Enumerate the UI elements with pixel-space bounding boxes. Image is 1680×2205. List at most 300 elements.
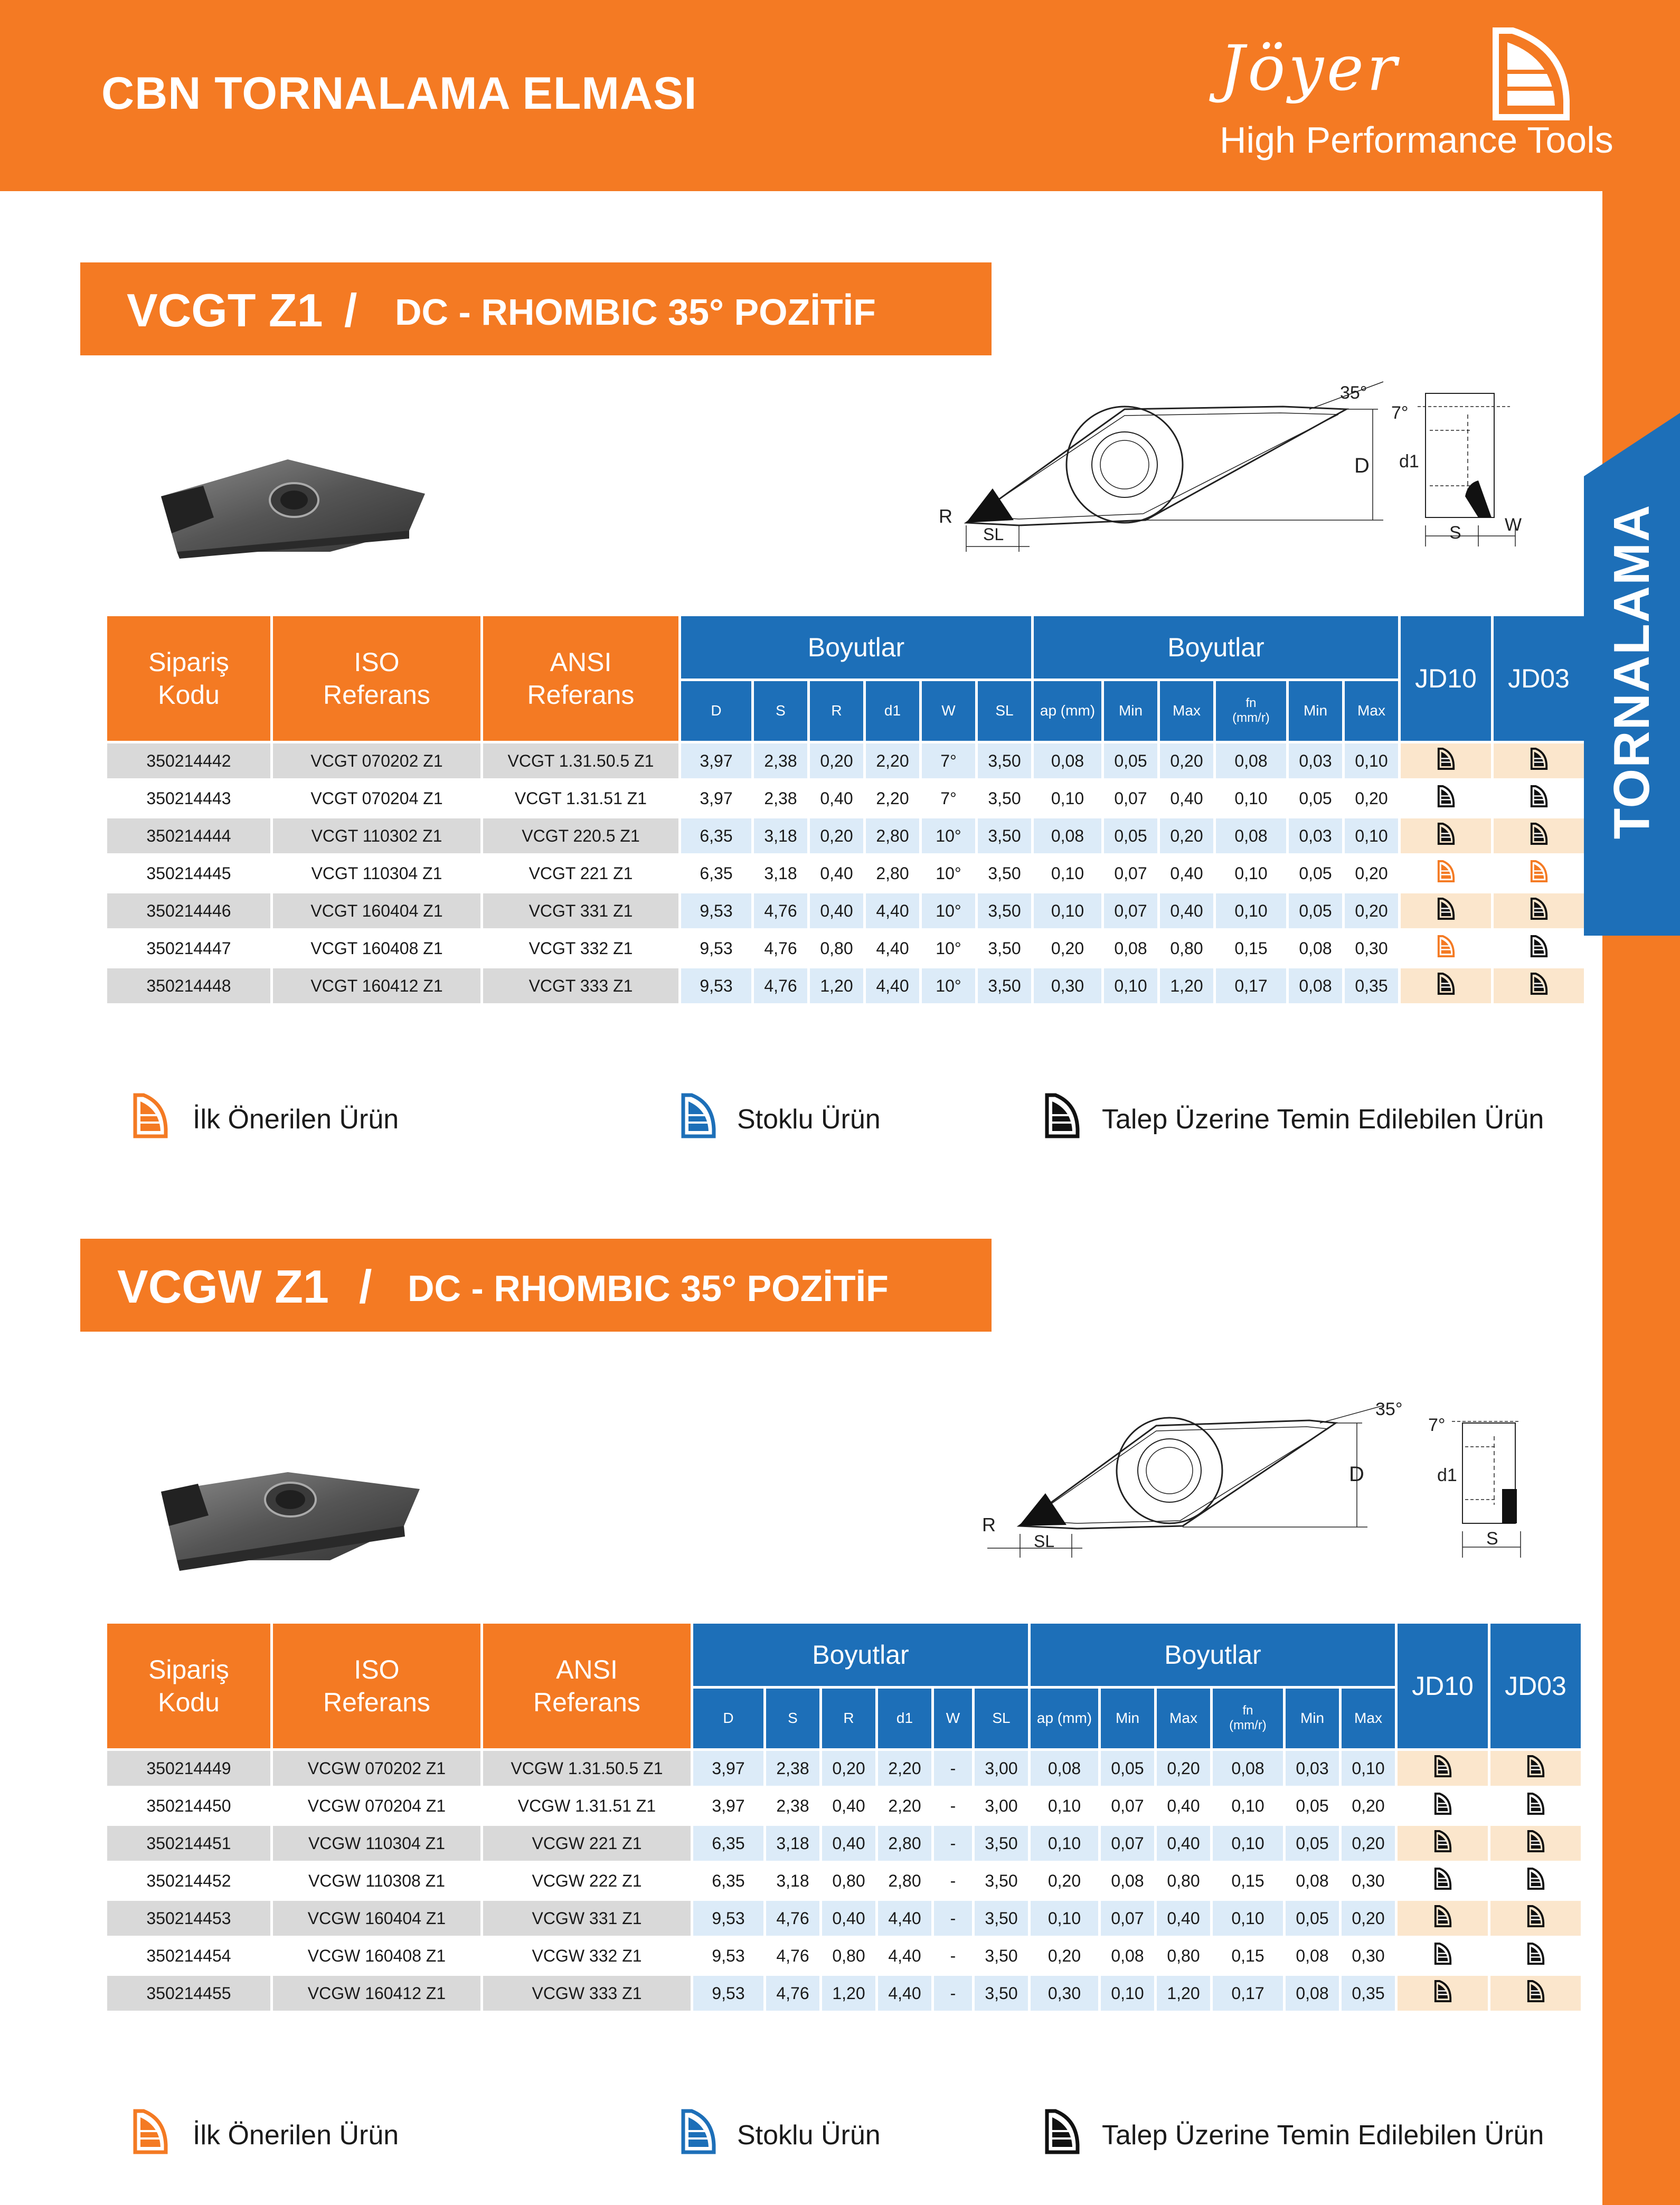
value-cell: 9,53 (693, 1901, 763, 1936)
col-d: D (681, 681, 751, 741)
value-cell: 0,07 (1111, 1796, 1144, 1815)
value-cell: 0,20 (1342, 1901, 1395, 1936)
value-cell: 0,80 (832, 1871, 865, 1890)
value-cell: 10° (936, 863, 961, 883)
legend-order (1044, 1092, 1544, 1145)
value-cell: 2,20 (876, 788, 909, 808)
section-1-d-label: D (1354, 454, 1370, 477)
section-1-w-label: W (1505, 515, 1522, 535)
value-cell: 0,10 (1034, 893, 1101, 928)
value-cell: 0,40 (822, 1826, 875, 1861)
col-fn: fn (mm/r) (1216, 681, 1286, 741)
order-code-cell: 350214448 (107, 968, 270, 1003)
value-cell: 0,35 (1345, 968, 1398, 1003)
value-cell: 1,20 (810, 968, 863, 1003)
value-cell: - (934, 1976, 972, 2011)
legend-first-label: İlk Önerilen Ürün (193, 2120, 399, 2151)
section-2-table-body (107, 1751, 1581, 2011)
value-cell: 3,97 (693, 1751, 763, 1786)
value-cell: 10° (922, 968, 975, 1003)
value-cell: 3,50 (978, 818, 1031, 853)
value-cell: 0,80 (832, 1946, 865, 1965)
value-cell: 0,10 (1213, 1826, 1283, 1861)
jd10-availability-icon (1398, 1788, 1488, 1823)
legend-order (1044, 2108, 1544, 2161)
value-cell: 0,10 (1234, 863, 1268, 883)
value-cell: 0,10 (1031, 1901, 1098, 1936)
value-cell: 0,03 (1289, 743, 1342, 778)
header-bar (0, 0, 1680, 191)
value-cell: 0,08 (1299, 938, 1332, 958)
col-iso-ref: ISO Referans (273, 1624, 480, 1748)
col-fn-max: Max (1345, 681, 1398, 741)
jd03-availability-icon (1490, 1863, 1581, 1898)
jd10-availability-icon (1398, 1938, 1488, 1973)
col-fn-min: Min (1286, 1689, 1339, 1748)
value-cell: 0,80 (1170, 938, 1203, 958)
value-cell: 3,50 (975, 1976, 1028, 2011)
value-cell: 0,30 (1352, 1871, 1385, 1890)
value-cell: 0,15 (1231, 1946, 1264, 1965)
table-row (107, 1938, 1581, 1973)
value-cell: 10° (936, 938, 961, 958)
value-cell: 3,50 (978, 893, 1031, 928)
order-code-cell: 350214449 (107, 1751, 270, 1786)
value-cell: 2,20 (888, 1796, 921, 1815)
table-row (107, 1751, 1581, 1786)
value-cell: 3,50 (988, 938, 1021, 958)
value-cell: 0,05 (1286, 1826, 1339, 1861)
legend-stock-label: Stoklu Ürün (737, 2120, 881, 2151)
col-fn: fn (mm/r) (1213, 1689, 1283, 1748)
jd03-availability-icon (1494, 856, 1584, 891)
value-cell: 9,53 (681, 893, 751, 928)
order-code-cell: 350214454 (146, 1946, 231, 1965)
table-row (107, 968, 1584, 1003)
col-jd10: JD10 (1398, 1624, 1488, 1748)
jd03-availability-icon (1494, 968, 1584, 1003)
ansi-ref-cell: VCGW 1.31.51 Z1 (517, 1796, 656, 1815)
value-cell: 3,50 (985, 1871, 1018, 1890)
value-cell: 0,40 (820, 788, 853, 808)
value-cell: - (934, 1901, 972, 1936)
jd10-availability-icon (1398, 1751, 1488, 1786)
value-cell: 4,76 (754, 893, 807, 928)
value-cell: - (934, 1751, 972, 1786)
value-cell: 0,40 (1160, 893, 1213, 928)
table-row (107, 1863, 1581, 1898)
section-1-spec-table (105, 614, 1587, 1006)
ansi-ref-cell: VCGW 221 Z1 (483, 1826, 691, 1861)
value-cell: 4,40 (876, 938, 909, 958)
value-cell: 10° (922, 818, 975, 853)
value-cell: 9,53 (700, 938, 733, 958)
value-cell: 0,80 (1167, 1946, 1200, 1965)
jd03-availability-icon (1490, 1938, 1581, 1973)
jd03-availability-icon (1490, 1751, 1581, 1786)
value-cell: 0,15 (1231, 1871, 1264, 1890)
value-cell: 0,08 (1286, 1976, 1339, 2011)
legend-stock (680, 1092, 881, 1145)
order-code-cell: 350214451 (107, 1826, 270, 1861)
value-cell: 0,10 (1031, 1826, 1098, 1861)
col-ansi-ref: ANSI Referans (483, 1624, 691, 1748)
value-cell: 0,10 (1213, 1901, 1283, 1936)
value-cell: 0,07 (1114, 863, 1147, 883)
page-title: CBN TORNALAMA ELMASI (101, 68, 697, 119)
value-cell: 0,03 (1289, 818, 1342, 853)
value-cell: 0,10 (1345, 743, 1398, 778)
value-cell: 0,10 (1342, 1751, 1395, 1786)
value-cell: 4,76 (766, 1901, 819, 1936)
col-sl: SL (975, 1689, 1028, 1748)
order-code-cell: 350214446 (107, 893, 270, 928)
value-cell: 0,10 (1101, 1976, 1154, 2011)
col-fn-max: Max (1342, 1689, 1395, 1748)
value-cell: 0,40 (1170, 788, 1203, 808)
col-group-cutting: Boyutlar (1034, 616, 1398, 679)
value-cell: 0,10 (1051, 863, 1084, 883)
value-cell: 6,35 (681, 818, 751, 853)
col-group-dimensions: Boyutlar (693, 1624, 1028, 1686)
legend-first-icon (132, 2108, 169, 2155)
jd03-availability-icon (1490, 1788, 1581, 1823)
jd03-availability-icon (1490, 1976, 1581, 2011)
section-2-d1-label: d1 (1437, 1465, 1457, 1485)
jd10-availability-icon (1401, 893, 1491, 928)
value-cell: 0,08 (1216, 818, 1286, 853)
value-cell: 4,40 (878, 1976, 931, 2011)
value-cell: 4,76 (764, 938, 797, 958)
table-row (107, 856, 1584, 891)
section-2-title-band (80, 1239, 992, 1332)
iso-ref-cell: VCGT 070204 Z1 (310, 788, 443, 808)
value-cell: 0,05 (1299, 788, 1332, 808)
table-row (107, 781, 1584, 816)
col-sl: SL (978, 681, 1031, 741)
value-cell: 0,35 (1342, 1976, 1395, 2011)
iso-ref-cell: VCGW 110304 Z1 (273, 1826, 480, 1861)
legend-stock-icon (680, 1092, 717, 1139)
jd10-availability-icon (1401, 856, 1491, 891)
value-cell: 7° (922, 743, 975, 778)
table-row (107, 1788, 1581, 1823)
side-tab-label: TORNALAMA (1603, 504, 1660, 840)
value-cell: 3,97 (700, 788, 733, 808)
value-cell: 0,08 (1034, 818, 1101, 853)
value-cell: 0,08 (1213, 1751, 1283, 1786)
section-2-dimension-drawing (982, 1399, 1531, 1568)
value-cell: 0,10 (1345, 818, 1398, 853)
value-cell: 0,03 (1286, 1751, 1339, 1786)
value-cell: 2,80 (876, 863, 909, 883)
jd10-availability-icon (1401, 931, 1491, 966)
col-d: D (693, 1689, 763, 1748)
value-cell: 4,76 (754, 968, 807, 1003)
col-r: R (810, 681, 863, 741)
order-code-cell: 350214447 (146, 938, 231, 958)
value-cell: 0,20 (1160, 818, 1213, 853)
value-cell: 6,35 (712, 1871, 745, 1890)
iso-ref-cell: VCGW 160412 Z1 (273, 1976, 480, 2011)
value-cell: 2,80 (888, 1871, 921, 1890)
section-1-dimension-drawing (935, 378, 1531, 552)
value-cell: 0,20 (1355, 788, 1388, 808)
col-s: S (754, 681, 807, 741)
iso-ref-cell: VCGT 160408 Z1 (310, 938, 443, 958)
col-group-cutting: Boyutlar (1031, 1624, 1395, 1686)
value-cell: 0,20 (1355, 863, 1388, 883)
section-2-r-label: R (982, 1514, 996, 1535)
value-cell: 3,50 (975, 1826, 1028, 1861)
value-cell: 3,18 (764, 863, 797, 883)
value-cell: 9,53 (681, 968, 751, 1003)
brand-logo-icon (1492, 26, 1571, 121)
jd10-availability-icon (1398, 1863, 1488, 1898)
col-ansi-ref: ANSI Referans (483, 616, 678, 741)
jd10-availability-icon (1398, 1826, 1488, 1861)
iso-ref-cell: VCGT 110304 Z1 (311, 863, 442, 883)
brand-tagline: High Performance Tools (1220, 119, 1613, 161)
jd03-availability-icon (1494, 818, 1584, 853)
value-cell: 0,05 (1104, 743, 1157, 778)
ansi-ref-cell: VCGT 221 Z1 (528, 863, 633, 883)
value-cell: 0,05 (1296, 1796, 1329, 1815)
value-cell: - (950, 1946, 956, 1965)
value-cell: 3,50 (978, 968, 1031, 1003)
jd10-availability-icon (1401, 781, 1491, 816)
col-ap-min: Min (1101, 1689, 1154, 1748)
value-cell: 2,20 (878, 1751, 931, 1786)
order-code-cell: 350214450 (146, 1796, 231, 1815)
ansi-ref-cell: VCGT 331 Z1 (483, 893, 678, 928)
value-cell: 1,20 (1160, 968, 1213, 1003)
col-s: S (766, 1689, 819, 1748)
jd03-availability-icon (1494, 781, 1584, 816)
value-cell: - (950, 1796, 956, 1815)
col-w: W (922, 681, 975, 741)
value-cell: 9,53 (693, 1976, 763, 2011)
col-r: R (822, 1689, 875, 1748)
value-cell: 0,30 (1031, 1976, 1098, 2011)
iso-ref-cell: VCGT 070202 Z1 (273, 743, 480, 778)
value-cell: 2,80 (878, 1826, 931, 1861)
ansi-ref-cell: VCGT 1.31.50.5 Z1 (483, 743, 678, 778)
value-cell: 3,50 (988, 788, 1021, 808)
value-cell: 0,05 (1104, 818, 1157, 853)
col-iso-ref: ISO Referans (273, 616, 480, 741)
table-row (107, 931, 1584, 966)
value-cell: 2,80 (866, 818, 919, 853)
value-cell: 0,07 (1104, 893, 1157, 928)
legend-stock (680, 2108, 881, 2161)
value-cell: 0,30 (1355, 938, 1388, 958)
value-cell: 0,08 (1296, 1946, 1329, 1965)
value-cell: 0,08 (1031, 1751, 1098, 1786)
value-cell: 3,18 (766, 1826, 819, 1861)
value-cell: 4,76 (766, 1976, 819, 2011)
value-cell: 0,07 (1101, 1901, 1154, 1936)
jd03-availability-icon (1494, 893, 1584, 928)
table-row (107, 1901, 1581, 1936)
value-cell: 0,40 (820, 863, 853, 883)
section-2-slash: / (359, 1260, 372, 1313)
legend-order-label: Talep Üzerine Temin Edilebilen Ürün (1102, 2120, 1544, 2151)
value-cell: 0,80 (1167, 1871, 1200, 1890)
jd10-availability-icon (1398, 1976, 1488, 2011)
value-cell: 0,40 (1157, 1826, 1210, 1861)
legend-first (132, 2108, 399, 2161)
section-2-desc: DC - RHOMBIC 35° POZİTİF (408, 1268, 889, 1309)
value-cell: 10° (922, 893, 975, 928)
value-cell: - (950, 1871, 956, 1890)
value-cell: 1,20 (822, 1976, 875, 2011)
value-cell: 0,08 (1034, 743, 1101, 778)
value-cell: 4,40 (888, 1946, 921, 1965)
value-cell: 6,35 (700, 863, 733, 883)
col-ap-min: Min (1104, 681, 1157, 741)
value-cell: 3,50 (978, 743, 1031, 778)
section-1-title-band (80, 262, 992, 355)
iso-ref-cell: VCGW 110308 Z1 (308, 1871, 446, 1890)
value-cell: 2,38 (764, 788, 797, 808)
section-1-r-label: R (939, 505, 952, 527)
jd10-availability-icon (1401, 818, 1491, 853)
value-cell: 4,76 (776, 1946, 809, 1965)
jd03-availability-icon (1490, 1901, 1581, 1936)
ansi-ref-cell: VCGT 332 Z1 (528, 938, 633, 958)
iso-ref-cell: VCGW 070204 Z1 (307, 1796, 446, 1815)
ansi-ref-cell: VCGW 333 Z1 (483, 1976, 691, 2011)
section-2-sl-label: SL (1034, 1532, 1055, 1551)
section-2-d-label: D (1349, 1463, 1364, 1486)
value-cell: 4,40 (878, 1901, 931, 1936)
order-code-cell: 350214452 (146, 1871, 231, 1890)
value-cell: 0,20 (1352, 1796, 1385, 1815)
value-cell: 0,20 (1047, 1871, 1081, 1890)
col-order-code: Sipariş Kodu (107, 1624, 270, 1748)
brand-name: Jöyer (1220, 32, 1400, 105)
value-cell: 0,17 (1213, 1976, 1283, 2011)
ansi-ref-cell: VCGT 1.31.51 Z1 (514, 788, 647, 808)
col-ap-max: Max (1157, 1689, 1210, 1748)
section-1-slash: / (344, 284, 357, 336)
value-cell: 4,40 (866, 893, 919, 928)
value-cell: 0,15 (1234, 938, 1268, 958)
ansi-ref-cell: VCGT 333 Z1 (483, 968, 678, 1003)
value-cell: 0,30 (1034, 968, 1101, 1003)
col-group-dimensions: Boyutlar (681, 616, 1031, 679)
section-1-table-body (107, 743, 1584, 1003)
col-w: W (934, 1689, 972, 1748)
iso-ref-cell: VCGT 110302 Z1 (273, 818, 480, 853)
value-cell: 0,10 (1047, 1796, 1081, 1815)
section-1-rel-label: 7° (1391, 403, 1409, 423)
value-cell: 0,08 (1296, 1871, 1329, 1890)
value-cell: 0,40 (832, 1796, 865, 1815)
section-2-s-label: S (1486, 1529, 1498, 1549)
value-cell: 6,35 (693, 1826, 763, 1861)
value-cell: 3,18 (754, 818, 807, 853)
jd03-availability-icon (1494, 743, 1584, 778)
ansi-ref-cell: VCGW 1.31.50.5 Z1 (483, 1751, 691, 1786)
value-cell: 0,07 (1114, 788, 1147, 808)
table-row (107, 1826, 1581, 1861)
iso-ref-cell: VCGT 160404 Z1 (273, 893, 480, 928)
section-1-d1-label: d1 (1399, 451, 1419, 472)
section-1-s-label: S (1449, 523, 1461, 543)
value-cell: 0,20 (810, 818, 863, 853)
value-cell: 3,50 (985, 1946, 1018, 1965)
value-cell: 9,53 (712, 1946, 745, 1965)
table-row (107, 818, 1584, 853)
value-cell: 0,10 (1104, 968, 1157, 1003)
col-jd03: JD03 (1490, 1624, 1581, 1748)
value-cell: 0,20 (1157, 1751, 1210, 1786)
table-row (107, 743, 1584, 778)
iso-ref-cell: VCGW 160404 Z1 (273, 1901, 480, 1936)
value-cell: 0,40 (1157, 1901, 1210, 1936)
value-cell: 0,08 (1111, 1946, 1144, 1965)
value-cell: 3,00 (985, 1796, 1018, 1815)
section-2-rel-label: 7° (1428, 1415, 1446, 1435)
iso-ref-cell: VCGT 160412 Z1 (273, 968, 480, 1003)
legend-stock-label: Stoklu Ürün (737, 1104, 881, 1135)
order-code-cell: 350214444 (107, 818, 270, 853)
value-cell: 4,40 (866, 968, 919, 1003)
value-cell: 0,20 (1160, 743, 1213, 778)
col-order-code: Sipariş Kodu (107, 616, 270, 741)
value-cell: 0,08 (1111, 1871, 1144, 1890)
ansi-ref-cell: VCGW 332 Z1 (532, 1946, 642, 1965)
col-ap: ap (mm) (1034, 681, 1101, 741)
value-cell: 3,50 (988, 863, 1021, 883)
table-row (107, 1976, 1581, 2011)
value-cell: 0,30 (1352, 1946, 1385, 1965)
iso-ref-cell: VCGW 070202 Z1 (273, 1751, 480, 1786)
legend-order-icon (1044, 2108, 1081, 2155)
order-code-cell: 350214455 (107, 1976, 270, 2011)
value-cell: 0,20 (1051, 938, 1084, 958)
ansi-ref-cell: VCGW 222 Z1 (532, 1871, 642, 1890)
iso-ref-cell: VCGW 160408 Z1 (307, 1946, 446, 1965)
ansi-ref-cell: VCGW 331 Z1 (483, 1901, 691, 1936)
value-cell: 0,40 (1167, 1796, 1200, 1815)
value-cell: 3,50 (975, 1901, 1028, 1936)
value-cell: 2,38 (776, 1796, 809, 1815)
value-cell: 0,07 (1101, 1826, 1154, 1861)
value-cell: 0,20 (810, 743, 863, 778)
ansi-ref-cell: VCGT 220.5 Z1 (483, 818, 678, 853)
col-jd10: JD10 (1401, 616, 1491, 741)
table-row (107, 893, 1584, 928)
order-code-cell: 350214443 (146, 788, 231, 808)
value-cell: 0,80 (820, 938, 853, 958)
value-cell: 3,97 (681, 743, 751, 778)
value-cell: 0,20 (1047, 1946, 1081, 1965)
value-cell: 0,20 (1342, 1826, 1395, 1861)
value-cell: 2,38 (766, 1751, 819, 1786)
value-cell: 0,05 (1286, 1901, 1339, 1936)
value-cell: 0,10 (1234, 788, 1268, 808)
section-1-desc: DC - RHOMBIC 35° POZİTİF (395, 291, 876, 333)
value-cell: 0,40 (810, 893, 863, 928)
section-1-code: VCGT Z1 (127, 284, 323, 336)
legend-order-icon (1044, 1092, 1081, 1139)
jd10-availability-icon (1398, 1901, 1488, 1936)
value-cell: 0,40 (1170, 863, 1203, 883)
value-cell: 0,10 (1216, 893, 1286, 928)
